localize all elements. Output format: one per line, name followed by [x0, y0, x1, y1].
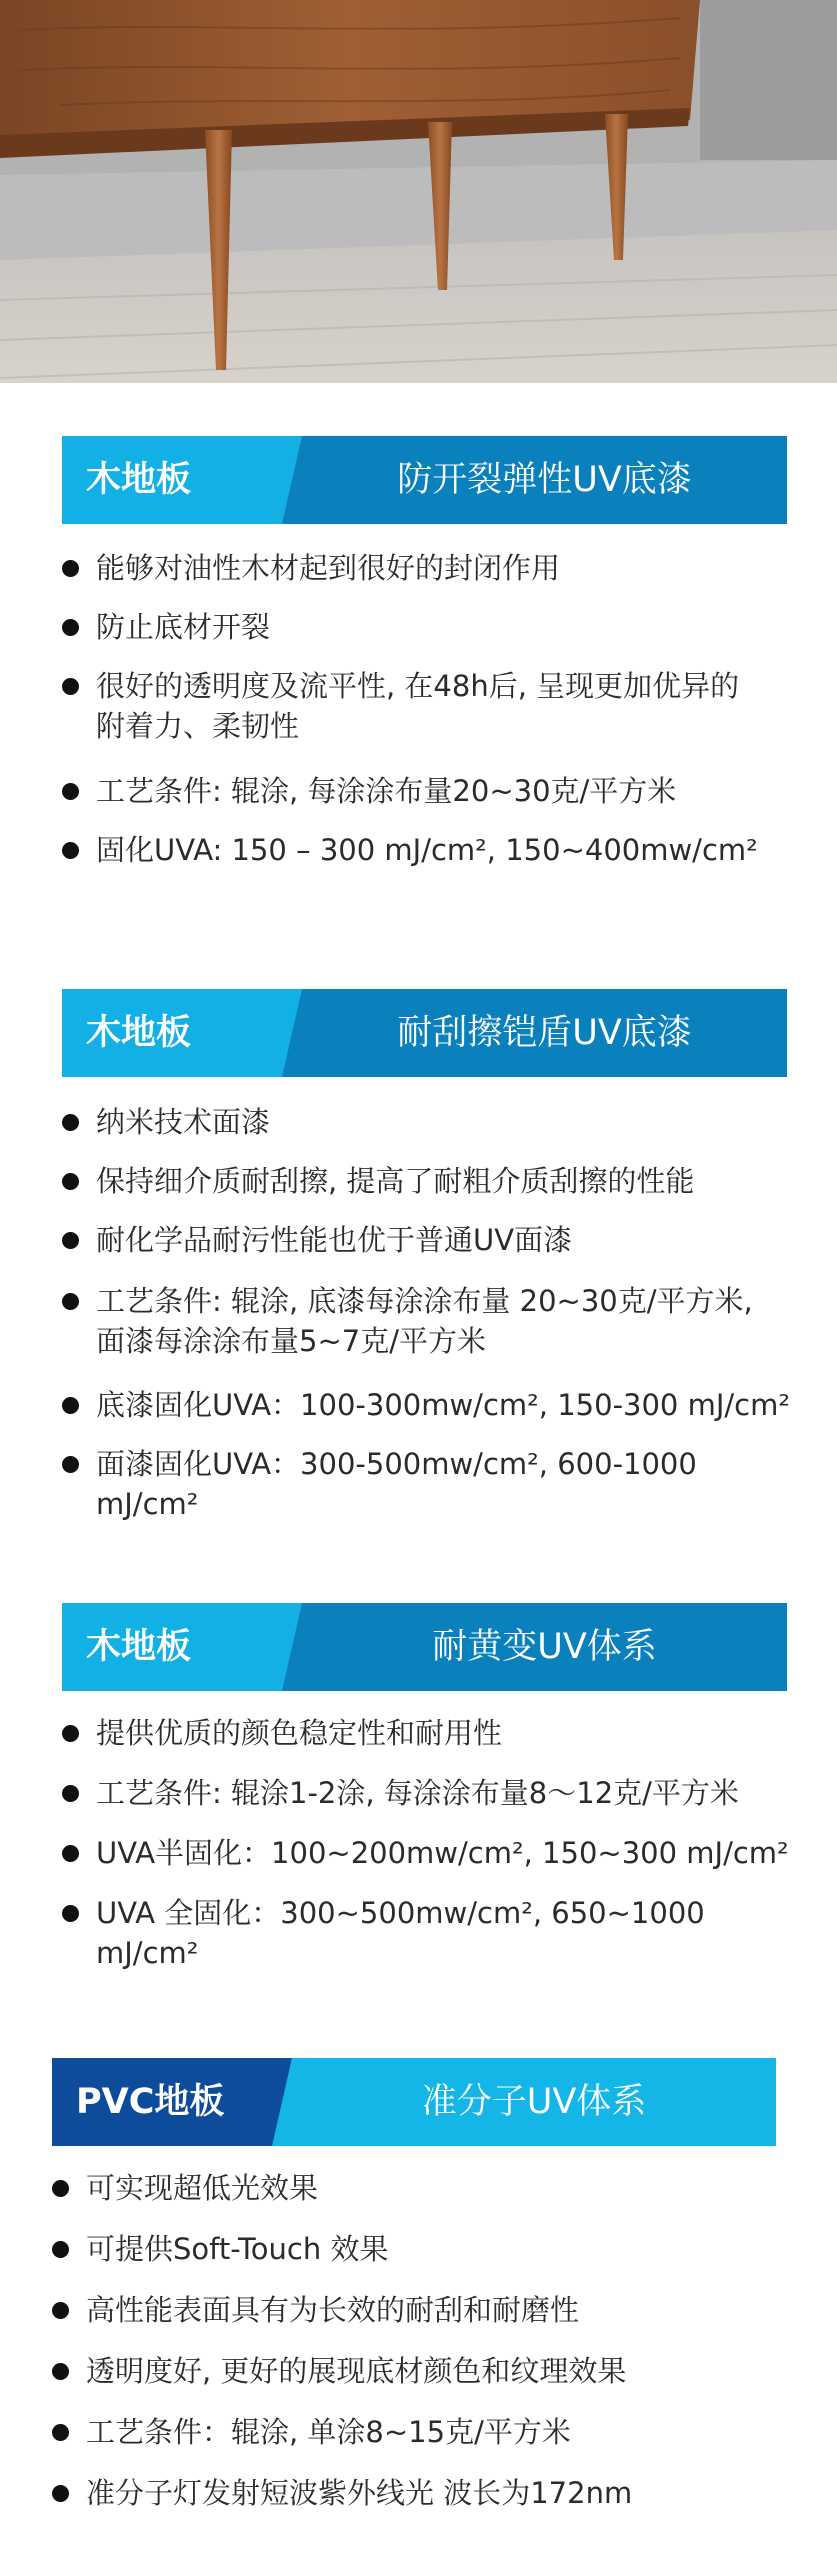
- bullet-icon: [62, 1456, 79, 1473]
- list-item: 耐化学品耐污性能也优于普通UV面漆: [62, 1220, 802, 1260]
- bullet-icon: [52, 2241, 69, 2258]
- bullet-icon: [62, 619, 79, 636]
- section-label: 木地板: [86, 460, 192, 500]
- bullet-icon: [62, 1785, 79, 1802]
- section-label: PVC地板: [76, 2082, 225, 2122]
- list-item: 纳米技术面漆: [62, 1102, 802, 1142]
- list-item: 底漆固化UVA：100-300mw/cm², 150-300 mJ/cm²: [62, 1385, 802, 1425]
- bullet-icon: [62, 1232, 79, 1249]
- bullet-icon: [62, 1905, 79, 1922]
- list-item: 能够对油性木材起到很好的封闭作用: [62, 548, 802, 588]
- section-label: 木地板: [86, 1627, 192, 1667]
- list-item: UVA 全固化：300~500mw/cm², 650~1000 mJ/cm²: [62, 1893, 802, 1973]
- list-item: 提供优质的颜色稳定性和耐用性: [62, 1713, 802, 1753]
- bullet-icon: [52, 2424, 69, 2441]
- section-title: 耐刮擦铠盾UV底漆: [397, 1013, 692, 1053]
- list-item-continuation: 面漆每涂涂布量5~7克/平方米: [96, 1324, 486, 1358]
- bullet-icon: [62, 1293, 79, 1310]
- list-item: UVA半固化：100~200mw/cm², 150~300 mJ/cm²: [62, 1833, 802, 1873]
- list-item: 工艺条件: 辊涂1-2涂, 每涂涂布量8～12克/平方米: [62, 1773, 802, 1813]
- list-item: 面漆固化UVA：300-500mw/cm², 600-1000 mJ/cm²: [62, 1444, 802, 1524]
- section-2-banner: [62, 989, 787, 1077]
- bullet-icon: [62, 1173, 79, 1190]
- list-item: 可实现超低光效果: [52, 2168, 792, 2208]
- list-item: 高性能表面具有为长效的耐刮和耐磨性: [52, 2290, 792, 2330]
- bullet-icon: [52, 2302, 69, 2319]
- bullet-icon: [52, 2363, 69, 2380]
- bullet-icon: [62, 1725, 79, 1742]
- section-title: 防开裂弹性UV底漆: [397, 460, 692, 500]
- section-label: 木地板: [86, 1013, 192, 1053]
- list-item: 可提供Soft-Touch 效果: [52, 2229, 792, 2269]
- list-item: 固化UVA: 150 – 300 mJ/cm², 150~400mw/cm²: [62, 830, 802, 870]
- bullet-icon: [62, 1114, 79, 1131]
- section-title: 耐黄变UV体系: [432, 1627, 657, 1667]
- bullet-icon: [52, 2485, 69, 2502]
- bullet-icon: [62, 678, 79, 695]
- list-item: 防止底材开裂: [62, 607, 802, 647]
- list-item: 透明度好, 更好的展现底材颜色和纹理效果: [52, 2351, 792, 2391]
- bullet-icon: [52, 2180, 69, 2197]
- section-1-banner: [62, 436, 787, 524]
- list-item: 准分子灯发射短波紫外线光 波长为172nm: [52, 2473, 792, 2513]
- list-item-continuation: 附着力、柔韧性: [96, 709, 300, 743]
- list-item: 工艺条件: 辊涂, 每涂涂布量20~30克/平方米: [62, 771, 802, 811]
- list-item: 保持细介质耐刮擦, 提高了耐粗介质刮擦的性能: [62, 1161, 802, 1201]
- list-item: 工艺条件：辊涂, 单涂8~15克/平方米: [52, 2412, 792, 2452]
- hero-photo: [0, 0, 837, 383]
- section-title: 准分子UV体系: [421, 2082, 647, 2122]
- furniture-photo-illustration: [0, 0, 837, 383]
- list-item: 很好的透明度及流平性, 在48h后, 呈现更加优异的: [62, 666, 802, 706]
- bullet-icon: [62, 1397, 79, 1414]
- list-item: 工艺条件: 辊涂, 底漆每涂涂布量 20~30克/平方米,: [62, 1281, 802, 1321]
- section-3-banner: [62, 1603, 787, 1691]
- bullet-icon: [62, 560, 79, 577]
- bullet-icon: [62, 1845, 79, 1862]
- bullet-icon: [62, 842, 79, 859]
- section-4-banner: [52, 2058, 776, 2146]
- bullet-icon: [62, 783, 79, 800]
